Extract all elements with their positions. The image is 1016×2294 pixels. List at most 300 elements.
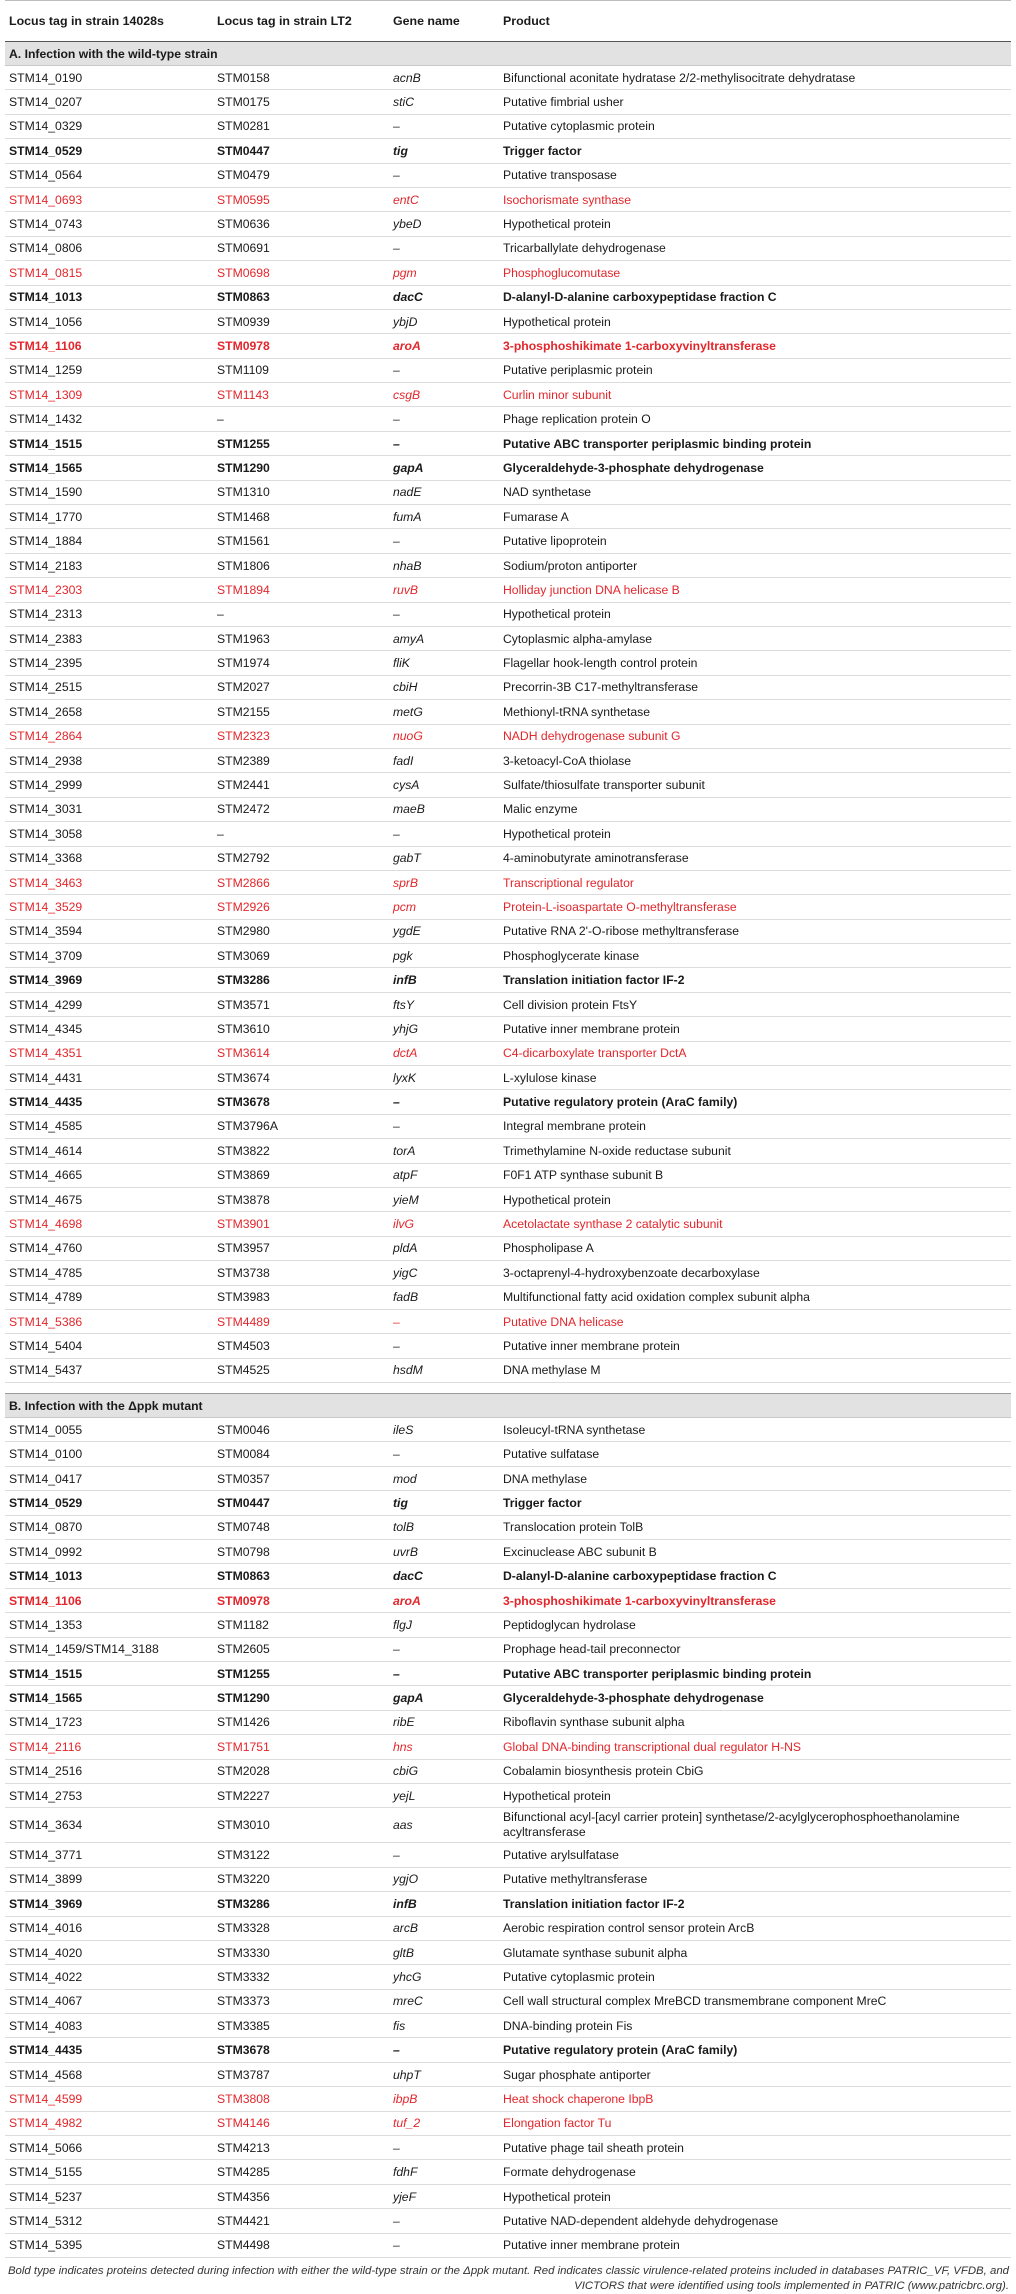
locus-14028s-cell: STM14_0207 <box>5 90 213 114</box>
locus-14028s-cell: STM14_1515 <box>5 1662 213 1686</box>
locus-14028s-cell: STM14_2303 <box>5 578 213 602</box>
gene-name-cell: dacC <box>389 285 499 309</box>
locus-14028s-cell: STM14_3771 <box>5 1843 213 1867</box>
product-cell: DNA-binding protein Fis <box>499 2014 1011 2038</box>
gene-name-cell: nuoG <box>389 724 499 748</box>
table-row <box>5 163 1011 187</box>
locus-lt2-cell: STM1806 <box>213 553 389 577</box>
table-row <box>5 1759 1011 1783</box>
locus-14028s-cell: STM14_2864 <box>5 724 213 748</box>
gene-name-cell: yigC <box>389 1261 499 1285</box>
locus-lt2-cell: STM3738 <box>213 1261 389 1285</box>
product-cell: Putative transposase <box>499 163 1011 187</box>
gene-name-cell: acnB <box>389 66 499 90</box>
locus-14028s-cell: STM14_5395 <box>5 2233 213 2257</box>
table-row <box>5 334 1011 358</box>
gene-name-cell: ilvG <box>389 1212 499 1236</box>
product-cell: D-alanyl-D-alanine carboxypeptidase fraction C <box>499 1564 1011 1588</box>
locus-14028s-cell: STM14_4431 <box>5 1066 213 1090</box>
product-cell: Phosphoglucomutase <box>499 261 1011 285</box>
table-row <box>5 1686 1011 1710</box>
locus-lt2-cell: STM1310 <box>213 480 389 504</box>
product-cell: Putative inner membrane protein <box>499 1334 1011 1358</box>
locus-14028s-cell: STM14_3031 <box>5 797 213 821</box>
table-row <box>5 529 1011 553</box>
gene-name-cell: gapA <box>389 456 499 480</box>
gene-name-cell: maeB <box>389 797 499 821</box>
product-cell: Isoleucyl-tRNA synthetase <box>499 1418 1011 1442</box>
table-row <box>5 1187 1011 1211</box>
locus-14028s-cell: STM14_0329 <box>5 114 213 138</box>
product-cell: F0F1 ATP synthase subunit B <box>499 1163 1011 1187</box>
header-row <box>5 1 1011 42</box>
locus-14028s-cell: STM14_4982 <box>5 2111 213 2135</box>
product-cell: Tricarballylate dehydrogenase <box>499 236 1011 260</box>
product-cell: 3-phosphoshikimate 1-carboxyvinyltransferase <box>499 334 1011 358</box>
locus-lt2-cell: STM0281 <box>213 114 389 138</box>
product-cell: Flagellar hook-length control protein <box>499 651 1011 675</box>
gene-name-cell: – <box>389 1309 499 1333</box>
table-row <box>5 2038 1011 2062</box>
table-row <box>5 870 1011 894</box>
locus-14028s-cell: STM14_5437 <box>5 1358 213 1382</box>
table-row <box>5 66 1011 90</box>
product-cell: Sodium/proton antiporter <box>499 553 1011 577</box>
product-cell: Cytoplasmic alpha-amylase <box>499 626 1011 650</box>
table-row <box>5 261 1011 285</box>
product-cell: Phosphoglycerate kinase <box>499 944 1011 968</box>
product-cell: Putative RNA 2'-O-ribose methyltransferase <box>499 919 1011 943</box>
locus-14028s-cell: STM14_1056 <box>5 309 213 333</box>
locus-lt2-cell: STM2980 <box>213 919 389 943</box>
locus-14028s-cell: STM14_0992 <box>5 1540 213 1564</box>
table-row <box>5 1710 1011 1734</box>
table-row <box>5 1588 1011 1612</box>
product-cell: Translation initiation factor IF-2 <box>499 968 1011 992</box>
locus-lt2-cell: STM0046 <box>213 1418 389 1442</box>
locus-14028s-cell: STM14_1565 <box>5 1686 213 1710</box>
footnote-row <box>5 2257 1011 2294</box>
gene-name-cell: ibpB <box>389 2087 499 2111</box>
product-cell: Formate dehydrogenase <box>499 2160 1011 2184</box>
product-cell: Putative ABC transporter periplasmic binding protein <box>499 1662 1011 1686</box>
locus-lt2-cell: STM3069 <box>213 944 389 968</box>
gene-name-cell: – <box>389 431 499 455</box>
locus-lt2-cell: STM0357 <box>213 1466 389 1490</box>
table-row <box>5 1090 1011 1114</box>
gene-name-cell: mreC <box>389 1989 499 2013</box>
locus-14028s-cell: STM14_1515 <box>5 431 213 455</box>
locus-lt2-cell: STM1255 <box>213 1662 389 1686</box>
gene-name-cell: ruvB <box>389 578 499 602</box>
product-cell: Curlin minor subunit <box>499 383 1011 407</box>
product-cell: Putative regulatory protein (AraC family) <box>499 2038 1011 2062</box>
locus-lt2-cell: STM3614 <box>213 1041 389 1065</box>
section-title: A. Infection with the wild-type strain <box>5 42 1011 66</box>
gene-name-cell: – <box>389 529 499 553</box>
locus-14028s-cell: STM14_1013 <box>5 285 213 309</box>
locus-lt2-cell: STM0479 <box>213 163 389 187</box>
table-row <box>5 895 1011 919</box>
locus-14028s-cell: STM14_2395 <box>5 651 213 675</box>
table-row <box>5 1808 1011 1843</box>
locus-lt2-cell: STM0447 <box>213 1491 389 1515</box>
locus-14028s-cell: STM14_3969 <box>5 1892 213 1916</box>
product-cell: Putative phage tail sheath protein <box>499 2136 1011 2160</box>
product-cell: Putative DNA helicase <box>499 1309 1011 1333</box>
gene-name-cell: hns <box>389 1735 499 1759</box>
product-cell: Holliday junction DNA helicase B <box>499 578 1011 602</box>
product-cell: C4-dicarboxylate transporter DctA <box>499 1041 1011 1065</box>
locus-lt2-cell: STM3678 <box>213 1090 389 1114</box>
locus-14028s-cell: STM14_4083 <box>5 2014 213 2038</box>
product-cell: Hypothetical protein <box>499 602 1011 626</box>
locus-14028s-cell: STM14_3969 <box>5 968 213 992</box>
product-cell: Fumarase A <box>499 505 1011 529</box>
table-row <box>5 602 1011 626</box>
locus-14028s-cell: STM14_0100 <box>5 1442 213 1466</box>
protein-table <box>5 0 1011 2294</box>
table-row <box>5 992 1011 1016</box>
product-cell: Putative arylsulfatase <box>499 1843 1011 1867</box>
locus-lt2-cell: STM3332 <box>213 1965 389 1989</box>
locus-lt2-cell: STM3328 <box>213 1916 389 1940</box>
gene-name-cell: ybeD <box>389 212 499 236</box>
gene-name-cell: – <box>389 2038 499 2062</box>
product-cell: Cobalamin biosynthesis protein CbiG <box>499 1759 1011 1783</box>
table-row <box>5 1613 1011 1637</box>
locus-lt2-cell: STM2389 <box>213 748 389 772</box>
locus-14028s-cell: STM14_3058 <box>5 822 213 846</box>
locus-lt2-cell: STM3796A <box>213 1114 389 1138</box>
table-row <box>5 1515 1011 1539</box>
locus-14028s-cell: STM14_4435 <box>5 2038 213 2062</box>
locus-14028s-cell: STM14_3709 <box>5 944 213 968</box>
gene-name-cell: pgk <box>389 944 499 968</box>
header-product: Product <box>499 1 1011 42</box>
locus-14028s-cell: STM14_2183 <box>5 553 213 577</box>
table-header <box>5 1 1011 42</box>
locus-lt2-cell: STM1255 <box>213 431 389 455</box>
locus-lt2-cell: STM2323 <box>213 724 389 748</box>
gene-name-cell: yhcG <box>389 1965 499 1989</box>
locus-14028s-cell: STM14_5237 <box>5 2184 213 2208</box>
locus-14028s-cell: STM14_1459/STM14_3188 <box>5 1637 213 1661</box>
locus-14028s-cell: STM14_1309 <box>5 383 213 407</box>
gene-name-cell: tig <box>389 139 499 163</box>
table-row <box>5 797 1011 821</box>
locus-lt2-cell: STM1468 <box>213 505 389 529</box>
locus-14028s-cell: STM14_1013 <box>5 1564 213 1588</box>
locus-14028s-cell: STM14_2938 <box>5 748 213 772</box>
locus-lt2-cell: STM0748 <box>213 1515 389 1539</box>
table-row <box>5 1017 1011 1041</box>
gene-name-cell: – <box>389 2209 499 2233</box>
gene-name-cell: cbiH <box>389 675 499 699</box>
gene-name-cell: arcB <box>389 1916 499 1940</box>
product-cell: Precorrin-3B C17-methyltransferase <box>499 675 1011 699</box>
gene-name-cell: aas <box>389 1808 499 1843</box>
table-row <box>5 236 1011 260</box>
table-row <box>5 1783 1011 1807</box>
locus-14028s-cell: STM14_4789 <box>5 1285 213 1309</box>
table-row <box>5 1916 1011 1940</box>
table-row <box>5 1940 1011 1964</box>
product-cell: DNA methylase M <box>499 1358 1011 1382</box>
locus-lt2-cell: STM0447 <box>213 139 389 163</box>
table-body <box>5 42 1011 2294</box>
table-row <box>5 2233 1011 2257</box>
product-cell: 3-phosphoshikimate 1-carboxyvinyltransferase <box>499 1588 1011 1612</box>
gene-name-cell: – <box>389 1442 499 1466</box>
gene-name-cell: yhjG <box>389 1017 499 1041</box>
gene-name-cell: fadB <box>389 1285 499 1309</box>
table-row <box>5 822 1011 846</box>
locus-lt2-cell: – <box>213 822 389 846</box>
locus-lt2-cell: STM3983 <box>213 1285 389 1309</box>
table-row <box>5 1309 1011 1333</box>
gene-name-cell: – <box>389 602 499 626</box>
gene-name-cell: fdhF <box>389 2160 499 2184</box>
locus-14028s-cell: STM14_0055 <box>5 1418 213 1442</box>
product-cell: Putative methyltransferase <box>499 1867 1011 1891</box>
product-cell: Hypothetical protein <box>499 2184 1011 2208</box>
locus-lt2-cell: STM3787 <box>213 2062 389 2086</box>
gene-name-cell: tolB <box>389 1515 499 1539</box>
gene-name-cell: sprB <box>389 870 499 894</box>
product-cell: Phospholipase A <box>499 1236 1011 1260</box>
section-header <box>5 42 1011 66</box>
locus-14028s-cell: STM14_0529 <box>5 139 213 163</box>
locus-lt2-cell: STM1143 <box>213 383 389 407</box>
locus-lt2-cell: STM4421 <box>213 2209 389 2233</box>
table-row <box>5 724 1011 748</box>
locus-lt2-cell: STM0084 <box>213 1442 389 1466</box>
header-gene-name: Gene name <box>389 1 499 42</box>
locus-lt2-cell: STM0798 <box>213 1540 389 1564</box>
locus-14028s-cell: STM14_4675 <box>5 1187 213 1211</box>
product-cell: Putative ABC transporter periplasmic binding protein <box>499 431 1011 455</box>
table-row <box>5 1466 1011 1490</box>
table-row <box>5 651 1011 675</box>
product-cell: Prophage head-tail preconnector <box>499 1637 1011 1661</box>
gene-name-cell: dctA <box>389 1041 499 1065</box>
gene-name-cell: amyA <box>389 626 499 650</box>
product-cell: Global DNA-binding transcriptional dual regulator H-NS <box>499 1735 1011 1759</box>
locus-14028s-cell: STM14_4022 <box>5 1965 213 1989</box>
gene-name-cell: fis <box>389 2014 499 2038</box>
locus-lt2-cell: STM2926 <box>213 895 389 919</box>
locus-lt2-cell: STM3610 <box>213 1017 389 1041</box>
product-cell: Hypothetical protein <box>499 1187 1011 1211</box>
gene-name-cell: nadE <box>389 480 499 504</box>
product-cell: 4-aminobutyrate aminotransferase <box>499 846 1011 870</box>
gene-name-cell: entC <box>389 187 499 211</box>
table-row <box>5 383 1011 407</box>
locus-lt2-cell: STM0175 <box>213 90 389 114</box>
product-cell: Putative inner membrane protein <box>499 1017 1011 1041</box>
table-row <box>5 212 1011 236</box>
product-cell: Phage replication protein O <box>499 407 1011 431</box>
locus-14028s-cell: STM14_1259 <box>5 358 213 382</box>
gene-name-cell: yjeF <box>389 2184 499 2208</box>
locus-14028s-cell: STM14_2753 <box>5 1783 213 1807</box>
table-row <box>5 2111 1011 2135</box>
gene-name-cell: – <box>389 1637 499 1661</box>
table-row <box>5 1418 1011 1442</box>
locus-lt2-cell: STM3808 <box>213 2087 389 2111</box>
locus-lt2-cell: STM3822 <box>213 1139 389 1163</box>
locus-14028s-cell: STM14_5404 <box>5 1334 213 1358</box>
locus-lt2-cell: STM3122 <box>213 1843 389 1867</box>
locus-14028s-cell: STM14_4020 <box>5 1940 213 1964</box>
locus-14028s-cell: STM14_2658 <box>5 700 213 724</box>
locus-14028s-cell: STM14_0743 <box>5 212 213 236</box>
product-cell: Putative NAD-dependent aldehyde dehydrogenase <box>499 2209 1011 2233</box>
product-cell: Putative cytoplasmic protein <box>499 114 1011 138</box>
table-row <box>5 1662 1011 1686</box>
locus-lt2-cell: STM2441 <box>213 773 389 797</box>
gene-name-cell: atpF <box>389 1163 499 1187</box>
locus-lt2-cell: STM2866 <box>213 870 389 894</box>
locus-lt2-cell: STM3571 <box>213 992 389 1016</box>
locus-lt2-cell: STM4489 <box>213 1309 389 1333</box>
locus-lt2-cell: STM1290 <box>213 1686 389 1710</box>
locus-lt2-cell: STM3286 <box>213 1892 389 1916</box>
locus-lt2-cell: STM3330 <box>213 1940 389 1964</box>
table-row <box>5 309 1011 333</box>
table-row <box>5 1989 1011 2013</box>
gene-name-cell: – <box>389 1334 499 1358</box>
product-cell: Hypothetical protein <box>499 1783 1011 1807</box>
product-cell: Cell division protein FtsY <box>499 992 1011 1016</box>
table-row <box>5 139 1011 163</box>
locus-14028s-cell: STM14_2516 <box>5 1759 213 1783</box>
gene-name-cell: fadI <box>389 748 499 772</box>
locus-14028s-cell: STM14_5066 <box>5 2136 213 2160</box>
product-cell: Trimethylamine N-oxide reductase subunit <box>499 1139 1011 1163</box>
product-cell: Transcriptional regulator <box>499 870 1011 894</box>
locus-lt2-cell: STM0595 <box>213 187 389 211</box>
table-row <box>5 1442 1011 1466</box>
gene-name-cell: yejL <box>389 1783 499 1807</box>
locus-14028s-cell: STM14_1106 <box>5 1588 213 1612</box>
table-row <box>5 2014 1011 2038</box>
table-row <box>5 1491 1011 1515</box>
locus-14028s-cell: STM14_4599 <box>5 2087 213 2111</box>
locus-lt2-cell: STM2155 <box>213 700 389 724</box>
locus-14028s-cell: STM14_4614 <box>5 1139 213 1163</box>
gene-name-cell: tig <box>389 1491 499 1515</box>
table-row <box>5 1285 1011 1309</box>
product-cell: 3-octaprenyl-4-hydroxybenzoate decarboxylase <box>499 1261 1011 1285</box>
product-cell: Excinuclease ABC subunit B <box>499 1540 1011 1564</box>
locus-lt2-cell: STM4525 <box>213 1358 389 1382</box>
table-row <box>5 187 1011 211</box>
header-locus-14028s: Locus tag in strain 14028s <box>5 1 213 42</box>
locus-lt2-cell: STM1751 <box>213 1735 389 1759</box>
gene-name-cell: gapA <box>389 1686 499 1710</box>
locus-14028s-cell: STM14_5386 <box>5 1309 213 1333</box>
product-cell: Glyceraldehyde-3-phosphate dehydrogenase <box>499 1686 1011 1710</box>
locus-14028s-cell: STM14_1723 <box>5 1710 213 1734</box>
gene-name-cell: cysA <box>389 773 499 797</box>
locus-14028s-cell: STM14_1353 <box>5 1613 213 1637</box>
table-row <box>5 700 1011 724</box>
table-row <box>5 2087 1011 2111</box>
locus-lt2-cell: STM3869 <box>213 1163 389 1187</box>
gene-name-cell: – <box>389 236 499 260</box>
locus-14028s-cell: STM14_4345 <box>5 1017 213 1041</box>
gene-name-cell: pcm <box>389 895 499 919</box>
gene-name-cell: – <box>389 822 499 846</box>
locus-lt2-cell: STM3901 <box>213 1212 389 1236</box>
locus-lt2-cell: STM2472 <box>213 797 389 821</box>
product-cell: Putative periplasmic protein <box>499 358 1011 382</box>
header-locus-lt2: Locus tag in strain LT2 <box>213 1 389 42</box>
product-cell: Putative inner membrane protein <box>499 2233 1011 2257</box>
gene-name-cell: – <box>389 2136 499 2160</box>
product-cell: Methionyl-tRNA synthetase <box>499 700 1011 724</box>
product-cell: Peptidoglycan hydrolase <box>499 1613 1011 1637</box>
product-cell: Bifunctional aconitate hydratase 2/2-methylisocitrate dehydratase <box>499 66 1011 90</box>
table-row <box>5 1236 1011 1260</box>
gene-name-cell: infB <box>389 968 499 992</box>
locus-14028s-cell: STM14_4568 <box>5 2062 213 2086</box>
table-row <box>5 1867 1011 1891</box>
section-header <box>5 1394 1011 1418</box>
product-cell: Hypothetical protein <box>499 212 1011 236</box>
table-row <box>5 2136 1011 2160</box>
gene-name-cell: gabT <box>389 846 499 870</box>
product-cell: DNA methylase <box>499 1466 1011 1490</box>
gene-name-cell: lyxK <box>389 1066 499 1090</box>
table-row <box>5 968 1011 992</box>
locus-lt2-cell: STM2028 <box>213 1759 389 1783</box>
gene-name-cell: – <box>389 1090 499 1114</box>
locus-lt2-cell: STM1974 <box>213 651 389 675</box>
locus-14028s-cell: STM14_4785 <box>5 1261 213 1285</box>
locus-lt2-cell: STM2792 <box>213 846 389 870</box>
locus-lt2-cell: STM2027 <box>213 675 389 699</box>
gene-name-cell: ftsY <box>389 992 499 1016</box>
gene-name-cell: – <box>389 407 499 431</box>
gene-name-cell: fliK <box>389 651 499 675</box>
gene-name-cell: – <box>389 1662 499 1686</box>
table-row <box>5 114 1011 138</box>
locus-14028s-cell: STM14_5155 <box>5 2160 213 2184</box>
product-cell: Translocation protein TolB <box>499 1515 1011 1539</box>
table-row <box>5 2160 1011 2184</box>
locus-lt2-cell: STM3385 <box>213 2014 389 2038</box>
section-title: B. Infection with the Δppk mutant <box>5 1394 1011 1418</box>
locus-14028s-cell: STM14_2515 <box>5 675 213 699</box>
table-row <box>5 90 1011 114</box>
table-row <box>5 1041 1011 1065</box>
locus-lt2-cell: STM1894 <box>213 578 389 602</box>
gene-name-cell: fumA <box>389 505 499 529</box>
locus-lt2-cell: STM0863 <box>213 285 389 309</box>
locus-lt2-cell: STM1561 <box>213 529 389 553</box>
product-cell: Translation initiation factor IF-2 <box>499 1892 1011 1916</box>
table-row <box>5 1965 1011 1989</box>
locus-lt2-cell: STM4146 <box>213 2111 389 2135</box>
product-cell: Putative lipoprotein <box>499 529 1011 553</box>
gene-name-cell: ileS <box>389 1418 499 1442</box>
table-row <box>5 1261 1011 1285</box>
table-row <box>5 748 1011 772</box>
gene-name-cell: mod <box>389 1466 499 1490</box>
